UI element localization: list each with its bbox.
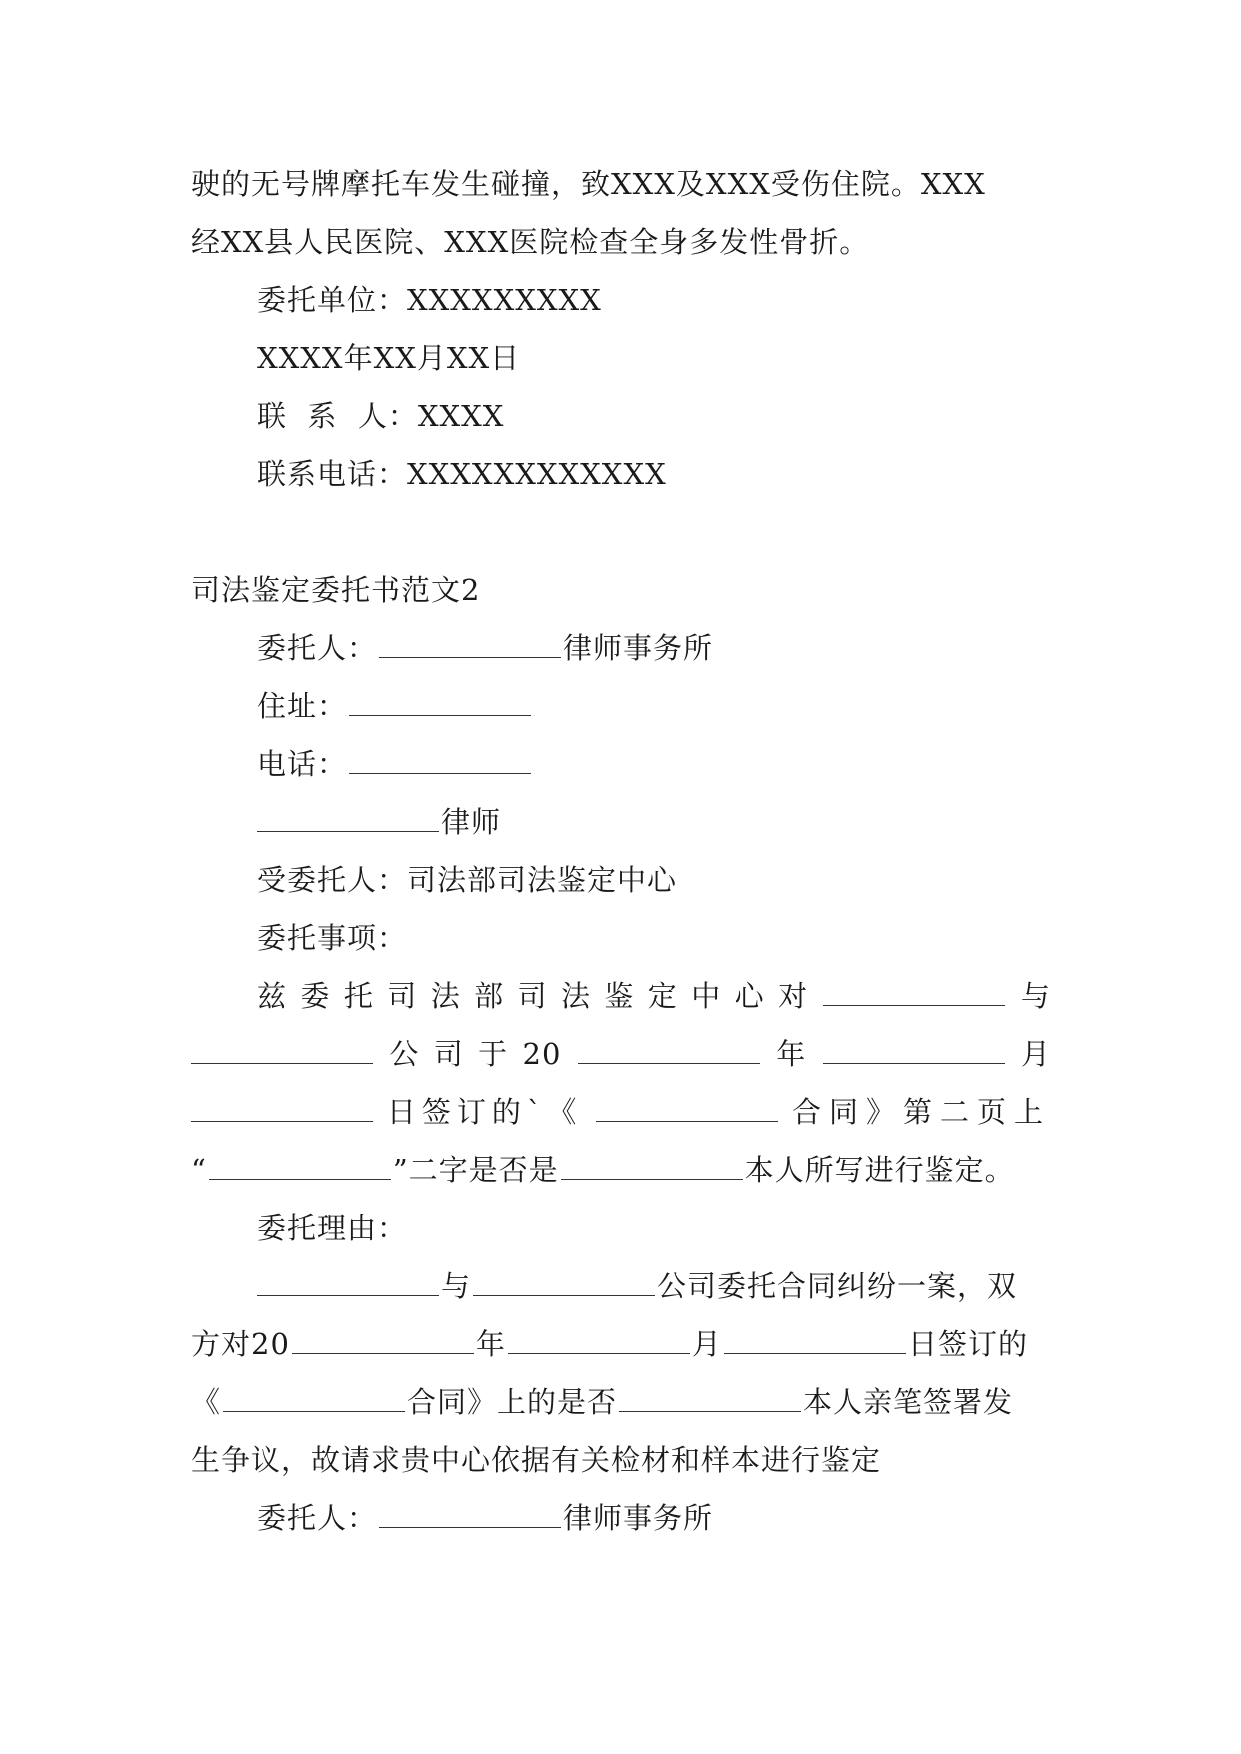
char: 月 [1020, 1037, 1051, 1071]
client-suffix: 律师事务所 [563, 631, 714, 665]
char: 部 [474, 979, 505, 1013]
char: 心 [734, 979, 765, 1013]
blank-field [257, 1269, 439, 1296]
blank-field [508, 1327, 690, 1354]
trustee-line: 受委托人：司法部司法鉴定中心 [257, 863, 678, 897]
section-heading: 司法鉴定委托书范文2 [191, 573, 481, 607]
text-segment: “ [191, 1153, 207, 1187]
phone-label: 电话： [257, 747, 348, 781]
contact-person: 联 系 人：XXXX [257, 399, 505, 433]
blank-field [349, 747, 531, 774]
matters-line-3 [191, 1092, 1051, 1132]
address-line [257, 686, 1051, 726]
char: 兹 [257, 979, 288, 1013]
char: 年 [776, 1037, 807, 1071]
blank-field [379, 1501, 561, 1528]
blank-field [473, 1269, 655, 1296]
blank-field [823, 1037, 1005, 1064]
phone-line [257, 744, 1051, 784]
text-segment: 本人亲笔签署发 [803, 1385, 1014, 1419]
char: 定 [647, 979, 678, 1013]
blank-field [379, 631, 561, 658]
blank-field [191, 1037, 373, 1064]
reason-line-4: 生争议，故请求贵中心依据有关检材和样本进行鉴定 [191, 1443, 882, 1477]
client-line [257, 628, 1051, 668]
blank-field [619, 1385, 801, 1412]
matters-label: 委托事项： [257, 921, 408, 955]
blank-field [292, 1327, 474, 1354]
char: 于 [478, 1037, 509, 1071]
text-segment: 日签订的`《 [386, 1095, 583, 1129]
text-segment: 合同》第二页上 [791, 1095, 1051, 1129]
blank-field [349, 689, 531, 716]
lawyer-suffix: 律师 [441, 805, 502, 839]
reason-label: 委托理由： [257, 1211, 408, 1245]
text-segment: 月 [691, 1327, 722, 1361]
blank-field [724, 1327, 906, 1354]
char: 司 [387, 979, 418, 1013]
char: 与 [1020, 979, 1051, 1013]
char: 20 [522, 1037, 562, 1071]
client2-label: 委托人： [257, 1501, 378, 1535]
blank-field [596, 1095, 778, 1122]
blank-field [223, 1385, 405, 1412]
matters-line-2 [191, 1034, 1051, 1074]
text-segment: 本人所写进行鉴定。 [744, 1153, 1015, 1187]
char: 司 [433, 1037, 464, 1071]
matters-line-4 [191, 1150, 1051, 1190]
text-segment: 方对20 [191, 1327, 290, 1361]
text-line-2: 经XX县人民医院、XXX医院检查全身多发性骨折。 [191, 225, 870, 259]
text-line-1: 驶的无号牌摩托车发生碰撞，致XXX及XXX受伤住院。XXX [191, 167, 986, 201]
entrusting-unit: 委托单位：XXXXXXXXX [257, 283, 602, 317]
char: 委 [300, 979, 331, 1013]
reason-line-2 [191, 1324, 1051, 1364]
char: 对 [778, 979, 809, 1013]
matters-line-1 [257, 976, 1051, 1016]
text-segment: 《 [191, 1385, 222, 1419]
reason-line-3 [191, 1382, 1051, 1422]
char: 司 [517, 979, 548, 1013]
lawyer-line [257, 802, 1051, 842]
char: 鉴 [604, 979, 635, 1013]
client-line-2 [257, 1498, 1051, 1538]
text-segment: 与 [441, 1269, 472, 1303]
date-line: XXXX年XX月XX日 [257, 341, 521, 375]
client-label: 委托人： [257, 631, 378, 665]
blank-field [257, 805, 439, 832]
char: 公 [389, 1037, 420, 1071]
blank-field [191, 1095, 373, 1122]
text-segment: 公司委托合同纠纷一案，双 [657, 1269, 1018, 1303]
text-segment: ”二字是否是 [392, 1153, 559, 1187]
text-segment: 年 [475, 1327, 506, 1361]
char: 托 [343, 979, 374, 1013]
blank-field [578, 1037, 760, 1064]
address-label: 住址： [257, 689, 348, 723]
char: 中 [691, 979, 722, 1013]
text-segment: 合同》上的是否 [407, 1385, 618, 1419]
client2-suffix: 律师事务所 [563, 1501, 714, 1535]
blank-field [561, 1153, 743, 1180]
char: 法 [430, 979, 461, 1013]
contact-phone: 联系电话：XXXXXXXXXXXX [257, 457, 667, 491]
reason-line-1 [257, 1266, 1051, 1306]
char: 法 [560, 979, 591, 1013]
blank-field [209, 1153, 391, 1180]
text-segment: 日签订的 [907, 1327, 1028, 1361]
blank-field [823, 979, 1005, 1006]
